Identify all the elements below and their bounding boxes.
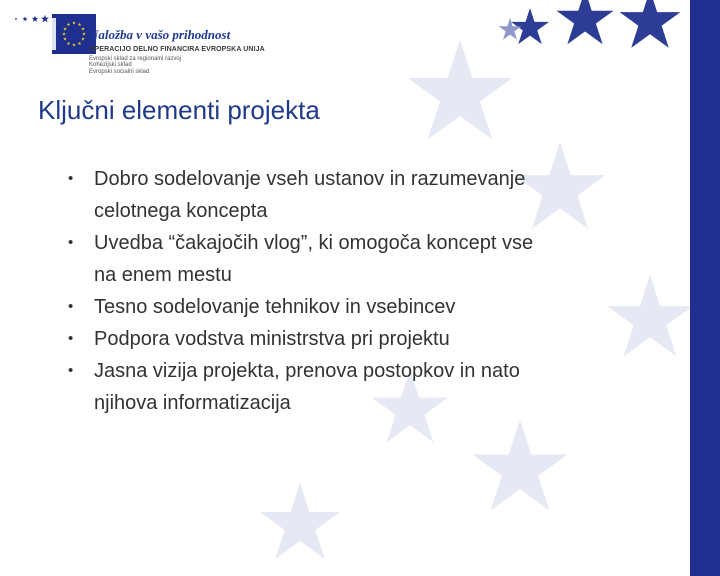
bullet-marker: •: [68, 330, 74, 347]
bullet-text-line: celotnega koncepta: [94, 200, 268, 222]
bullet-item: [65, 323, 665, 355]
logo-fund-item: Kohezijski sklad: [89, 62, 132, 69]
bullet-item: [65, 227, 665, 291]
slide-title: Ključni elementi projekta: [38, 95, 320, 125]
bullet-text-line: Podpora vodstva ministrstva pri projektu: [94, 328, 450, 350]
bullet-marker: •: [68, 234, 74, 251]
bullet-text-line: Tesno sodelovanje tehnikov in vsebincev: [94, 296, 456, 318]
logo-program-text: OPERACIJO DELNO FINANCIRA EVROPSKA UNIJA: [89, 46, 265, 53]
logo-slogan: Naložba v vašo prihodnost: [89, 27, 231, 42]
bullet-text-line: na enem mestu: [94, 264, 232, 286]
bullet-list: [65, 163, 665, 419]
bullet-marker: •: [68, 298, 74, 315]
bullet-marker: •: [68, 170, 74, 187]
bullet-text-line: Dobro sodelovanje vseh ustanov in razumevanje: [94, 168, 526, 190]
bullet-text-line: Uvedba “čakajočih vlog”, ki omogoča koncept vse: [94, 232, 534, 254]
eu-logo: [12, 10, 265, 76]
bullet-item: [65, 163, 665, 227]
logo-funds-list: [89, 56, 181, 75]
logo-fund-item: Evropski socialni sklad: [89, 68, 150, 75]
bullet-marker: •: [68, 362, 74, 379]
bullet-item: [65, 355, 665, 419]
bullet-text-line: njihova informatizacija: [94, 392, 291, 414]
bullet-item: [65, 291, 665, 323]
logo-fund-item: Evropski sklad za regionalni razvoj: [89, 56, 182, 62]
right-blue-band: [690, 0, 720, 576]
bullet-text-line: Jasna vizija projekta, prenova postopkov in nato: [94, 360, 520, 382]
